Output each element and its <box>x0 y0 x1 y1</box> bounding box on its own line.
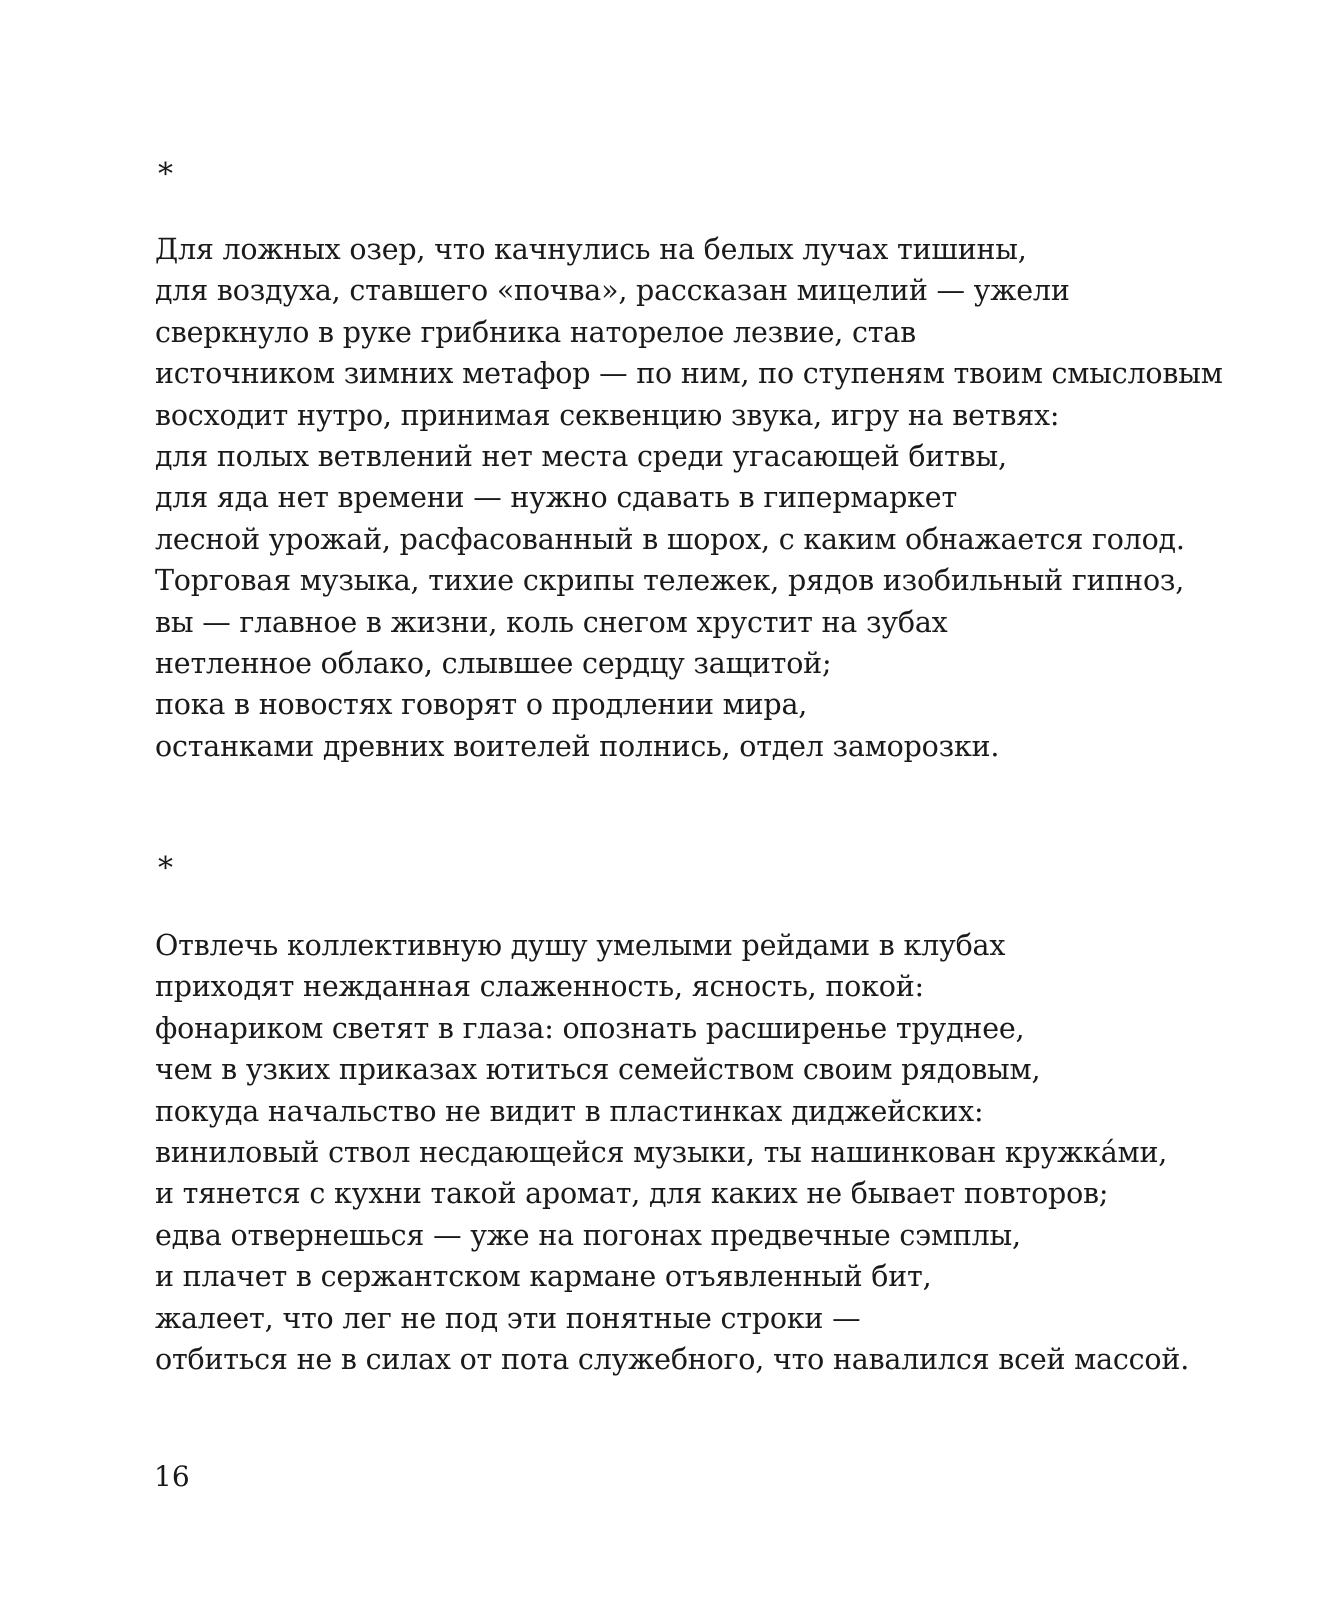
poem-line: для воздуха, ставшего «почва», рассказан мицелий — ужели <box>155 274 1070 308</box>
poem-line: виниловый ствол несдающейся музыки, ты нашинкован кружка́ми, <box>155 1136 1168 1170</box>
page-number: 16 <box>154 1460 190 1493</box>
poem-line: сверкнуло в руке грибника наторелое лезвие, став <box>155 315 916 349</box>
poem-line: пока в новостях говорят о продлении мира, <box>155 688 808 722</box>
poem-line: лесной урожай, расфасованный в шорох, с каким обнажается голод. <box>155 522 1185 556</box>
poem-line: приходят нежданная слаженность, ясность, покой: <box>155 970 924 1004</box>
poem-line: Торговая музыка, тихие скрипы тележек, рядов изобильный гипноз, <box>155 564 1185 598</box>
poem-line: для полых ветвлений нет места среди угасающей битвы, <box>155 440 1007 474</box>
poem-line: Отвлечь коллективную душу умелыми рейдами в клубах <box>155 929 1006 962</box>
poem-line: вы — главное в жизни, коль снегом хрустит на зубах <box>155 605 948 639</box>
poem-line: останками древних воителей полнись, отдел заморозки. <box>155 729 1000 763</box>
poem-2-stanza <box>155 925 1189 1380</box>
poem-line: едва отвернешься — уже на погонах предвечные сэмплы, <box>155 1218 1021 1252</box>
poem-line: фонариком светят в глаза: опознать расширенье труднее, <box>155 1011 1025 1045</box>
poem-line: чем в узких приказах ютиться семейством своим рядовым, <box>155 1053 1041 1087</box>
poem-1-separator: * <box>158 157 173 192</box>
poem-line: для яда нет времени — нужно сдавать в гипермаркет <box>155 481 958 515</box>
poem-line: Для ложных озер, что качнулись на белых лучах тишины, <box>155 233 1027 266</box>
poem-line: нетленное облако, слывшее сердцу защитой; <box>155 647 832 681</box>
poem-line: источником зимних метафор — по ним, по ступеням твоим смысловым <box>155 357 1223 391</box>
poem-1-stanza <box>155 229 1223 767</box>
poem-line: отбиться не в силах от пота служебного, что навалился всей массой. <box>155 1343 1190 1377</box>
poem-2-separator: * <box>158 851 173 886</box>
poem-line: и тянется с кухни такой аромат, для каких не бывает повторов; <box>155 1177 1109 1211</box>
poem-line: покуда начальство не видит в пластинках диджейских: <box>155 1094 984 1128</box>
poem-line: и плачет в сержантском кармане отъявленный бит, <box>155 1260 932 1294</box>
poem-line: восходит нутро, принимая секвенцию звука, игру на ветвях: <box>155 398 1060 432</box>
poem-line: жалеет, что лег не под эти понятные строки — <box>155 1301 861 1335</box>
